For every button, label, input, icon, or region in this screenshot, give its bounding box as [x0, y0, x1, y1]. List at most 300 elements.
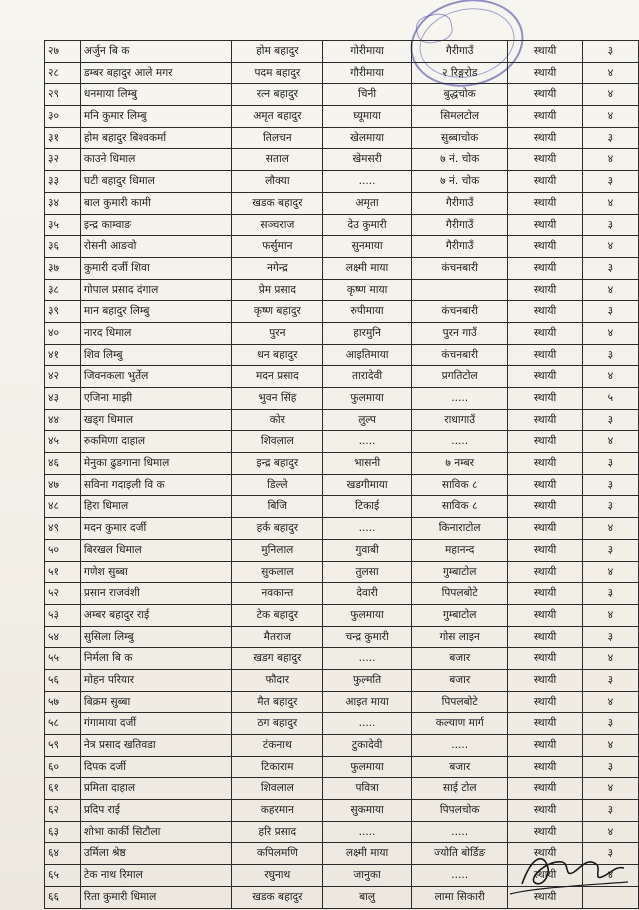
count-cell: ३ — [582, 800, 638, 822]
count-cell: ४ — [582, 431, 638, 453]
count-cell: ३ — [582, 257, 638, 279]
status-cell: स्थायी — [508, 127, 582, 149]
name-cell: हिरा धिमाल — [80, 496, 232, 518]
mother-name-cell: गुवाबी — [323, 539, 412, 561]
status-cell: स्थायी — [508, 257, 582, 279]
name-cell: मदन कुमार दर्जी — [80, 518, 232, 540]
status-cell: स्थायी — [508, 84, 582, 106]
count-cell: ५ — [582, 388, 638, 410]
father-name-cell: ठग बहादुर — [232, 713, 323, 735]
name-cell: होम बहादुर बिश्वकर्मा — [80, 127, 232, 149]
count-cell: ४ — [582, 821, 638, 843]
table-row — [45, 800, 639, 822]
count-cell: ३ — [582, 626, 638, 648]
father-name-cell: रत्न बहादुर — [232, 84, 323, 106]
name-cell: धनमाया लिम्बु — [80, 84, 232, 106]
count-cell: ३ — [582, 474, 638, 496]
address-cell — [411, 279, 508, 301]
father-name-cell: टेक बहादुर — [232, 604, 323, 626]
address-cell: गुम्बाटोल — [411, 561, 508, 583]
mother-name-cell: देउ कुमारी — [323, 214, 412, 236]
mother-name-cell: सुनमाया — [323, 236, 412, 258]
status-cell: स्थायी — [508, 431, 582, 453]
serial-number-cell: ३६ — [45, 236, 81, 258]
address-cell: लामा सिकारी — [411, 886, 508, 908]
serial-number-cell: २७ — [45, 41, 81, 63]
table-row — [45, 149, 639, 171]
serial-number-cell: ४१ — [45, 344, 81, 366]
mother-name-cell: ..... — [323, 171, 412, 193]
name-cell: शिव लिम्बु — [80, 344, 232, 366]
address-cell: साई टोल — [411, 778, 508, 800]
count-cell: ४ — [582, 192, 638, 214]
status-cell: स्थायी — [508, 453, 582, 475]
mother-name-cell: आइतिमाया — [323, 344, 412, 366]
address-cell: गैरीगाउँ — [411, 192, 508, 214]
count-cell: ३ — [582, 409, 638, 431]
father-name-cell: प्रेम प्रसाद — [232, 279, 323, 301]
status-cell: स्थायी — [508, 778, 582, 800]
status-cell: स्थायी — [508, 561, 582, 583]
mother-name-cell: खडगीमाया — [323, 474, 412, 496]
table-row — [45, 756, 639, 778]
address-cell: कल्याण मार्ग — [411, 713, 508, 735]
status-cell: स्थायी — [508, 149, 582, 171]
serial-number-cell: ३३ — [45, 171, 81, 193]
count-cell: ३ — [582, 453, 638, 475]
mother-name-cell: गोरीमाया — [323, 41, 412, 63]
serial-number-cell: ४४ — [45, 409, 81, 431]
name-cell: गोपाल प्रसाद दंगाल — [80, 279, 232, 301]
serial-number-cell: ५९ — [45, 735, 81, 757]
name-cell: जिवनकला भुर्तेल — [80, 366, 232, 388]
count-cell: ४ — [582, 518, 638, 540]
mother-name-cell: रुपीमाया — [323, 301, 412, 323]
table-row — [45, 84, 639, 106]
status-cell: स्थायी — [508, 322, 582, 344]
table-row — [45, 344, 639, 366]
table-row — [45, 518, 639, 540]
count-cell: ४ — [582, 279, 638, 301]
serial-number-cell: ४० — [45, 322, 81, 344]
mother-name-cell: ..... — [323, 431, 412, 453]
name-cell: रुकमिणा दाहाल — [80, 431, 232, 453]
name-cell: बाल कुमारी कामी — [80, 192, 232, 214]
address-cell: कंचनबारी — [411, 257, 508, 279]
address-cell: ..... — [411, 865, 508, 887]
status-cell: स्थायी — [508, 388, 582, 410]
name-cell: दिपक दर्जी — [80, 756, 232, 778]
name-cell: काउने धिमाल — [80, 149, 232, 171]
father-name-cell: फौदार — [232, 669, 323, 691]
father-name-cell: कृष्ण बहादुर — [232, 301, 323, 323]
mother-name-cell: ..... — [323, 713, 412, 735]
address-cell: ७ नं. चोक — [411, 171, 508, 193]
serial-number-cell: ४५ — [45, 431, 81, 453]
mother-name-cell: ..... — [323, 518, 412, 540]
table-row — [45, 474, 639, 496]
father-name-cell: खडक बहादुर — [232, 192, 323, 214]
mother-name-cell: फुलमाया — [323, 756, 412, 778]
mother-name-cell: कृष्ण माया — [323, 279, 412, 301]
serial-number-cell: ३५ — [45, 214, 81, 236]
status-cell: स्थायी — [508, 474, 582, 496]
mother-name-cell: सुकमाया — [323, 800, 412, 822]
name-cell: रोसनी आङवो — [80, 236, 232, 258]
status-cell: स्थायी — [508, 496, 582, 518]
table-row — [45, 62, 639, 84]
mother-name-cell: हारमुनि — [323, 322, 412, 344]
father-name-cell: मदन प्रसाद — [232, 366, 323, 388]
count-cell: ४ — [582, 62, 638, 84]
father-name-cell: नगेन्द्र — [232, 257, 323, 279]
address-cell: गुम्बाटोल — [411, 604, 508, 626]
address-cell: साविक ८ — [411, 474, 508, 496]
address-cell: सिमलटोल — [411, 106, 508, 128]
serial-number-cell: ३९ — [45, 301, 81, 323]
table-row — [45, 106, 639, 128]
name-cell: प्रसान राजवंशी — [80, 583, 232, 605]
name-cell: निर्मला बि क — [80, 648, 232, 670]
serial-number-cell: ४६ — [45, 453, 81, 475]
status-cell: स्थायी — [508, 604, 582, 626]
serial-number-cell: ४८ — [45, 496, 81, 518]
table-row — [45, 496, 639, 518]
father-name-cell: हर्क बहादुर — [232, 518, 323, 540]
name-cell: टेक नाथ रिमाल — [80, 865, 232, 887]
mother-name-cell: तारादेवी — [323, 366, 412, 388]
table-row — [45, 366, 639, 388]
name-cell: खड्ग धिमाल — [80, 409, 232, 431]
name-cell: गणेश सुब्बा — [80, 561, 232, 583]
father-name-cell: बिजि — [232, 496, 323, 518]
status-cell: स्थायी — [508, 865, 582, 887]
mother-name-cell: खेमसरी — [323, 149, 412, 171]
address-cell: गैरीगाउँ — [411, 41, 508, 63]
mother-name-cell: ..... — [323, 648, 412, 670]
mother-name-cell: चिनी — [323, 84, 412, 106]
address-cell: ७ नम्बर — [411, 453, 508, 475]
serial-number-cell: ३४ — [45, 192, 81, 214]
table-row — [45, 561, 639, 583]
serial-number-cell: ५३ — [45, 604, 81, 626]
father-name-cell: अमृत बहादुर — [232, 106, 323, 128]
status-cell: स्थायी — [508, 886, 582, 908]
father-name-cell: लौक्या — [232, 171, 323, 193]
serial-number-cell: ६४ — [45, 843, 81, 865]
name-cell: नेत्र प्रसाद खतिवडा — [80, 735, 232, 757]
address-cell: ..... — [411, 388, 508, 410]
address-cell: गैरीगाउँ — [411, 214, 508, 236]
status-cell: स्थायी — [508, 539, 582, 561]
status-cell: स्थायी — [508, 626, 582, 648]
status-cell: स्थायी — [508, 41, 582, 63]
status-cell: स्थायी — [508, 843, 582, 865]
status-cell: स्थायी — [508, 669, 582, 691]
address-cell: पुरन गाउँ — [411, 322, 508, 344]
status-cell: स्थायी — [508, 735, 582, 757]
status-cell: स्थायी — [508, 301, 582, 323]
address-cell: बुद्धचोक — [411, 84, 508, 106]
address-cell: पिपलबोटे — [411, 691, 508, 713]
count-cell — [582, 886, 638, 908]
serial-number-cell: ६५ — [45, 865, 81, 887]
count-cell: ३ — [582, 214, 638, 236]
serial-number-cell: ५१ — [45, 561, 81, 583]
count-cell: ३ — [582, 127, 638, 149]
count-cell: ४ — [582, 735, 638, 757]
address-cell: ज्योति बोर्डिङ — [411, 843, 508, 865]
table-row — [45, 388, 639, 410]
name-cell: प्रमिता दाहाल — [80, 778, 232, 800]
status-cell: स्थायी — [508, 583, 582, 605]
table-row — [45, 865, 639, 887]
serial-number-cell: ३० — [45, 106, 81, 128]
status-cell: स्थायी — [508, 518, 582, 540]
count-cell: ३ — [582, 713, 638, 735]
name-cell: सविना गदाइली वि क — [80, 474, 232, 496]
status-cell: स्थायी — [508, 62, 582, 84]
father-name-cell: सुकलाल — [232, 561, 323, 583]
status-cell: स्थायी — [508, 821, 582, 843]
table-row — [45, 453, 639, 475]
table-row — [45, 322, 639, 344]
mother-name-cell: फुलमाया — [323, 604, 412, 626]
father-name-cell: सञ्चराज — [232, 214, 323, 236]
father-name-cell: नवकान्त — [232, 583, 323, 605]
address-cell: साविक ८ — [411, 496, 508, 518]
name-cell: बिक्रम सुब्बा — [80, 691, 232, 713]
address-cell: ७ नं. चोक — [411, 149, 508, 171]
address-cell: ..... — [411, 431, 508, 453]
name-cell: एजिना माझी — [80, 388, 232, 410]
father-name-cell: मुनिलाल — [232, 539, 323, 561]
count-cell: ३ — [582, 41, 638, 63]
table-row — [45, 583, 639, 605]
table-row — [45, 735, 639, 757]
table-row — [45, 648, 639, 670]
father-name-cell: हरि प्रसाद — [232, 821, 323, 843]
serial-number-cell: ५२ — [45, 583, 81, 605]
name-cell: इन्द्र काम्वाङ — [80, 214, 232, 236]
status-cell: स्थायी — [508, 648, 582, 670]
address-cell: ..... — [411, 821, 508, 843]
count-cell: ४ — [582, 561, 638, 583]
serial-number-cell: ५६ — [45, 669, 81, 691]
serial-number-cell: ५४ — [45, 626, 81, 648]
serial-number-cell: ६० — [45, 756, 81, 778]
count-cell: ४ — [582, 322, 638, 344]
table-row — [45, 604, 639, 626]
table-row — [45, 409, 639, 431]
father-name-cell: फर्सुमान — [232, 236, 323, 258]
name-cell: रिता कुमारी धिमाल — [80, 886, 232, 908]
serial-number-cell: ६६ — [45, 886, 81, 908]
mother-name-cell: घ्यूमाया — [323, 106, 412, 128]
mother-name-cell: गौरीमाया — [323, 62, 412, 84]
status-cell: स्थायी — [508, 214, 582, 236]
count-cell: ३ — [582, 583, 638, 605]
status-cell: स्थायी — [508, 236, 582, 258]
status-cell: स्थायी — [508, 409, 582, 431]
count-cell: ४ — [582, 106, 638, 128]
father-name-cell: धन बहादुर — [232, 344, 323, 366]
name-cell: नारद धिमाल — [80, 322, 232, 344]
name-cell: सुसिला लिम्बु — [80, 626, 232, 648]
status-cell: स्थायी — [508, 691, 582, 713]
serial-number-cell: ३८ — [45, 279, 81, 301]
status-cell: स्थायी — [508, 344, 582, 366]
mother-name-cell: लक्ष्मी माया — [323, 257, 412, 279]
status-cell: स्थायी — [508, 713, 582, 735]
table-row — [45, 431, 639, 453]
mother-name-cell: आइत माया — [323, 691, 412, 713]
name-cell: उर्मिला श्रेष्ठ — [80, 843, 232, 865]
count-cell: ३ — [582, 344, 638, 366]
mother-name-cell: भासनी — [323, 453, 412, 475]
address-cell: गोस लाइन — [411, 626, 508, 648]
name-cell: प्रदिप राई — [80, 800, 232, 822]
address-cell: बजार — [411, 669, 508, 691]
serial-number-cell: ६२ — [45, 800, 81, 822]
name-cell: मोहन परियार — [80, 669, 232, 691]
father-name-cell: डिल्ले — [232, 474, 323, 496]
address-cell: २ रिङ्गरोड — [411, 62, 508, 84]
name-cell: अर्जुन बि क — [80, 41, 232, 63]
table-row — [45, 257, 639, 279]
status-cell: स्थायी — [508, 279, 582, 301]
father-name-cell: रघुनाथ — [232, 865, 323, 887]
table-row — [45, 192, 639, 214]
status-cell: स्थायी — [508, 800, 582, 822]
mother-name-cell: चन्द्र कुमारी — [323, 626, 412, 648]
count-cell: ४ — [582, 691, 638, 713]
father-name-cell: खडग बहादुर — [232, 648, 323, 670]
father-name-cell: होम बहादुर — [232, 41, 323, 63]
count-cell: ४ — [582, 366, 638, 388]
father-name-cell: पुरन — [232, 322, 323, 344]
table-row — [45, 41, 639, 63]
table-row — [45, 691, 639, 713]
address-cell: पिपलबोटे — [411, 583, 508, 605]
father-name-cell: पदम बहादुर — [232, 62, 323, 84]
address-cell: राधागाउँ — [411, 409, 508, 431]
table-row — [45, 626, 639, 648]
address-cell: कंचनबारी — [411, 344, 508, 366]
serial-number-cell: ३७ — [45, 257, 81, 279]
mother-name-cell: खेलमाया — [323, 127, 412, 149]
serial-number-cell: ६३ — [45, 821, 81, 843]
count-cell: ३ — [582, 496, 638, 518]
count-cell: ४ — [582, 604, 638, 626]
father-name-cell: इन्द्र बहादुर — [232, 453, 323, 475]
father-name-cell: शिवलाल — [232, 778, 323, 800]
status-cell: स्थायी — [508, 192, 582, 214]
serial-number-cell: ५८ — [45, 713, 81, 735]
count-cell: ३ — [582, 669, 638, 691]
serial-number-cell: ४२ — [45, 366, 81, 388]
serial-number-cell: ४३ — [45, 388, 81, 410]
table-row — [45, 886, 639, 908]
address-cell: गैरीगाउँ — [411, 236, 508, 258]
mother-name-cell: अमृता — [323, 192, 412, 214]
count-cell: ३ — [582, 756, 638, 778]
father-name-cell: टंकनाथ — [232, 735, 323, 757]
name-cell: कुमारी दर्जी शिवा — [80, 257, 232, 279]
roster-table — [44, 40, 639, 909]
father-name-cell: तिलचन — [232, 127, 323, 149]
name-cell: घटी बहादुर धिमाल — [80, 171, 232, 193]
table-row — [45, 821, 639, 843]
mother-name-cell: देवारी — [323, 583, 412, 605]
serial-number-cell: ३२ — [45, 149, 81, 171]
table-row — [45, 279, 639, 301]
count-cell: ४ — [582, 648, 638, 670]
address-cell: बजार — [411, 648, 508, 670]
address-cell: प्रगतिटोल — [411, 366, 508, 388]
serial-number-cell: ५० — [45, 539, 81, 561]
status-cell: स्थायी — [508, 106, 582, 128]
name-cell: मेनुका ढुङगाना धिमाल — [80, 453, 232, 475]
father-name-cell: टिकाराम — [232, 756, 323, 778]
mother-name-cell: ..... — [323, 821, 412, 843]
address-cell: सुब्बाचोक — [411, 127, 508, 149]
count-cell: ४ — [582, 236, 638, 258]
father-name-cell: शिवलाल — [232, 431, 323, 453]
roster-table-body — [45, 41, 639, 909]
table-row — [45, 778, 639, 800]
table-row — [45, 539, 639, 561]
serial-number-cell: ४९ — [45, 518, 81, 540]
status-cell: स्थायी — [508, 366, 582, 388]
count-cell: ३ — [582, 539, 638, 561]
status-cell: स्थायी — [508, 756, 582, 778]
address-cell: बजार — [411, 756, 508, 778]
father-name-cell: मैतराज — [232, 626, 323, 648]
serial-number-cell: ५७ — [45, 691, 81, 713]
mother-name-cell: लुल्प — [323, 409, 412, 431]
mother-name-cell: फुल्मति — [323, 669, 412, 691]
mother-name-cell: टिकाई — [323, 496, 412, 518]
count-cell: ४ — [582, 149, 638, 171]
table-row — [45, 236, 639, 258]
serial-number-cell: २९ — [45, 84, 81, 106]
address-cell: ..... — [411, 735, 508, 757]
serial-number-cell: ४७ — [45, 474, 81, 496]
table-row — [45, 171, 639, 193]
name-cell: मान बहादुर लिम्बु — [80, 301, 232, 323]
father-name-cell: मैत बहादुर — [232, 691, 323, 713]
father-name-cell: कपिलमणि — [232, 843, 323, 865]
father-name-cell: सताल — [232, 149, 323, 171]
name-cell: बिरखल धिमाल — [80, 539, 232, 561]
father-name-cell: कहरमान — [232, 800, 323, 822]
name-cell: मनि कुमार लिम्बु — [80, 106, 232, 128]
count-cell: ४ — [582, 84, 638, 106]
table-row — [45, 669, 639, 691]
table-row — [45, 127, 639, 149]
address-cell: पिपलचोक — [411, 800, 508, 822]
address-cell: किनाराटोल — [411, 518, 508, 540]
mother-name-cell: पवित्रा — [323, 778, 412, 800]
count-cell: ३ — [582, 171, 638, 193]
serial-number-cell: २८ — [45, 62, 81, 84]
address-cell: महानन्द — [411, 539, 508, 561]
father-name-cell: खडक बहादुर — [232, 886, 323, 908]
mother-name-cell: बालु — [323, 886, 412, 908]
mother-name-cell: लक्ष्मी माया — [323, 843, 412, 865]
serial-number-cell: ५५ — [45, 648, 81, 670]
